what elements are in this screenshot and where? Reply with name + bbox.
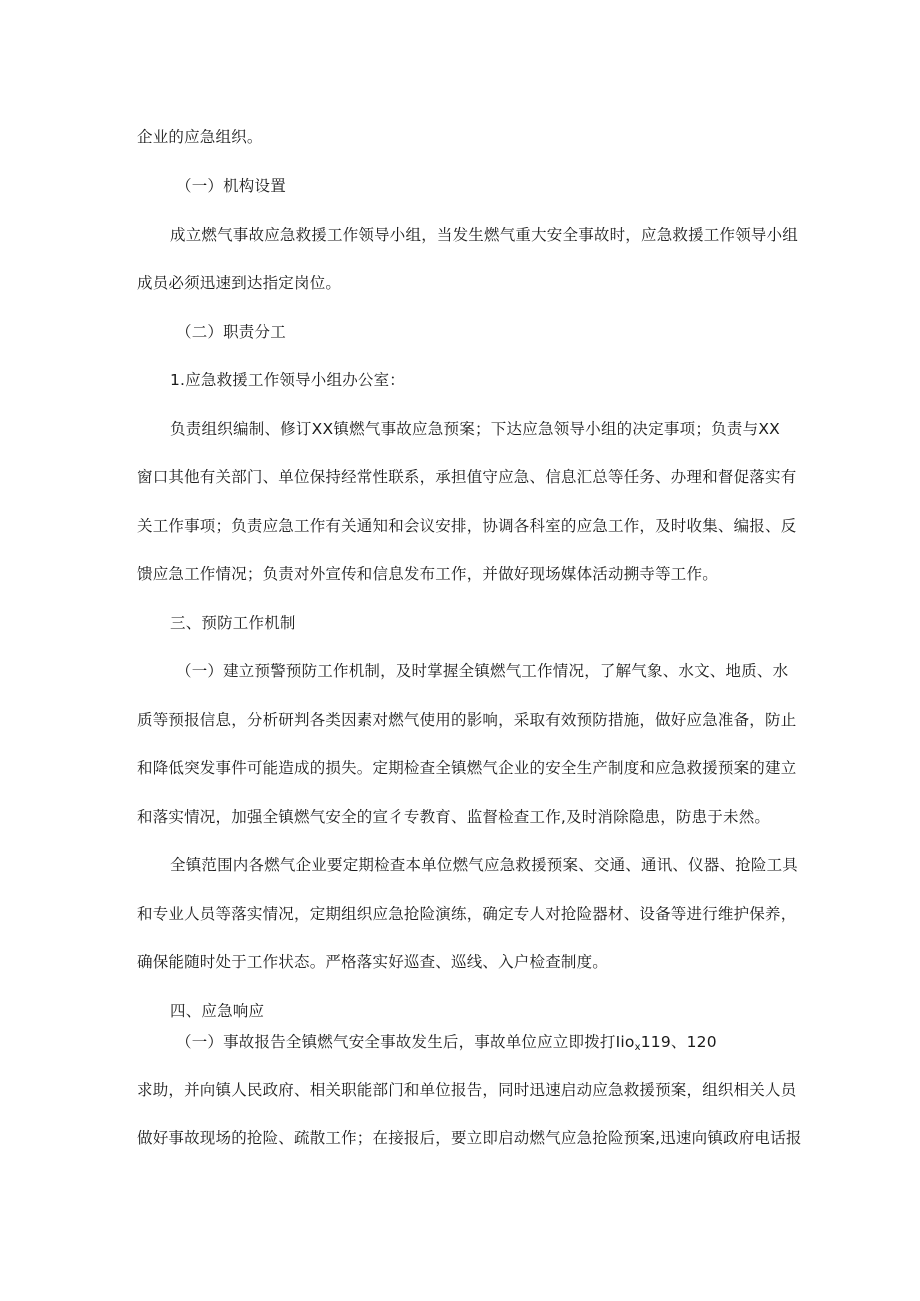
paragraph-line: 全镇范围内各燃气企业要定期检查本单位燃气应急救援预案、交通、通讯、仪器、抢险工具 — [170, 856, 799, 874]
paragraph-text: （一）事故报告全镇燃气安全事故发生后，事故单位应立即拨打Iio — [176, 1033, 635, 1051]
paragraph-line: 窗口其他有关部门、单位保持经常性联系，承担值守应急、信息汇总等任务、办理和督促落实有 — [137, 468, 797, 486]
paragraph-line: 和降低突发事件可能造成的损失。定期检查全镇燃气企业的安全生产制度和应急救援预案的建立 — [137, 759, 797, 777]
paragraph-line: 确保能随时处于工作状态。严格落实好巡查、巡线、入户检查制度。 — [137, 953, 609, 971]
chapter-heading: 三、预防工作机制 — [170, 614, 296, 632]
paragraph-line: （一）建立预警预防工作机制，及时掌握全镇燃气工作情况，了解气象、水文、地质、水 — [176, 662, 789, 680]
paragraph-line: 质等预报信息，分析研判各类因素对燃气使用的影响，采取有效预防措施，做好应急准备，防止 — [137, 711, 797, 729]
paragraph-line: 和落实情况，加强全镇燃气安全的宣彳专教育、监督检查工作,及时消除隐患，防患于未然。 — [137, 808, 771, 826]
section-heading: （一）机构设置 — [176, 177, 286, 195]
paragraph-line: 求助，并向镇人民政府、相关职能部门和单位报告，同时迅速启动应急救援预案，组织相关人员 — [137, 1081, 797, 1099]
chapter-heading: 四、应急响应 — [170, 1002, 265, 1020]
paragraph-line: 负责组织编制、修订XX镇燃气事故应急预案；下达应急领导小组的决定事项；负责与XX — [170, 420, 780, 438]
list-item-title: 1.应急救援工作领导小组办公室： — [170, 371, 405, 389]
paragraph-line — [176, 1032, 717, 1058]
paragraph-line: 成立燃气事故应急救援工作领导小组，当发生燃气重大安全事故时，应急救援工作领导小组 — [170, 226, 799, 244]
paragraph-line: 做好事故现场的抢险、疏散工作；在接报后，要立即启动燃气应急抢险预案,迅速向镇政府电话报 — [137, 1129, 802, 1147]
paragraph-line: 成员必须迅速到达指定岗位。 — [137, 274, 342, 292]
emergency-numbers: 119、120 — [640, 1033, 717, 1051]
paragraph-line: 馈应急工作情况；负责对外宣传和信息发布工作，并做好现场媒体活动搠寺等工作。 — [137, 565, 718, 583]
paragraph-line: 企业的应急组织。 — [137, 128, 263, 146]
section-heading: （二）职责分工 — [176, 323, 286, 341]
subscript-text: x — [634, 1042, 641, 1053]
paragraph-line: 关工作事项；负责应急工作有关通知和会议安排，协调各科室的应急工作，及时收集、编报、反 — [137, 517, 797, 535]
paragraph-line: 和专业人员等落实情况，定期组织应急抢险演练，确定专人对抢险器材、设备等进行维护保养， — [137, 905, 797, 923]
